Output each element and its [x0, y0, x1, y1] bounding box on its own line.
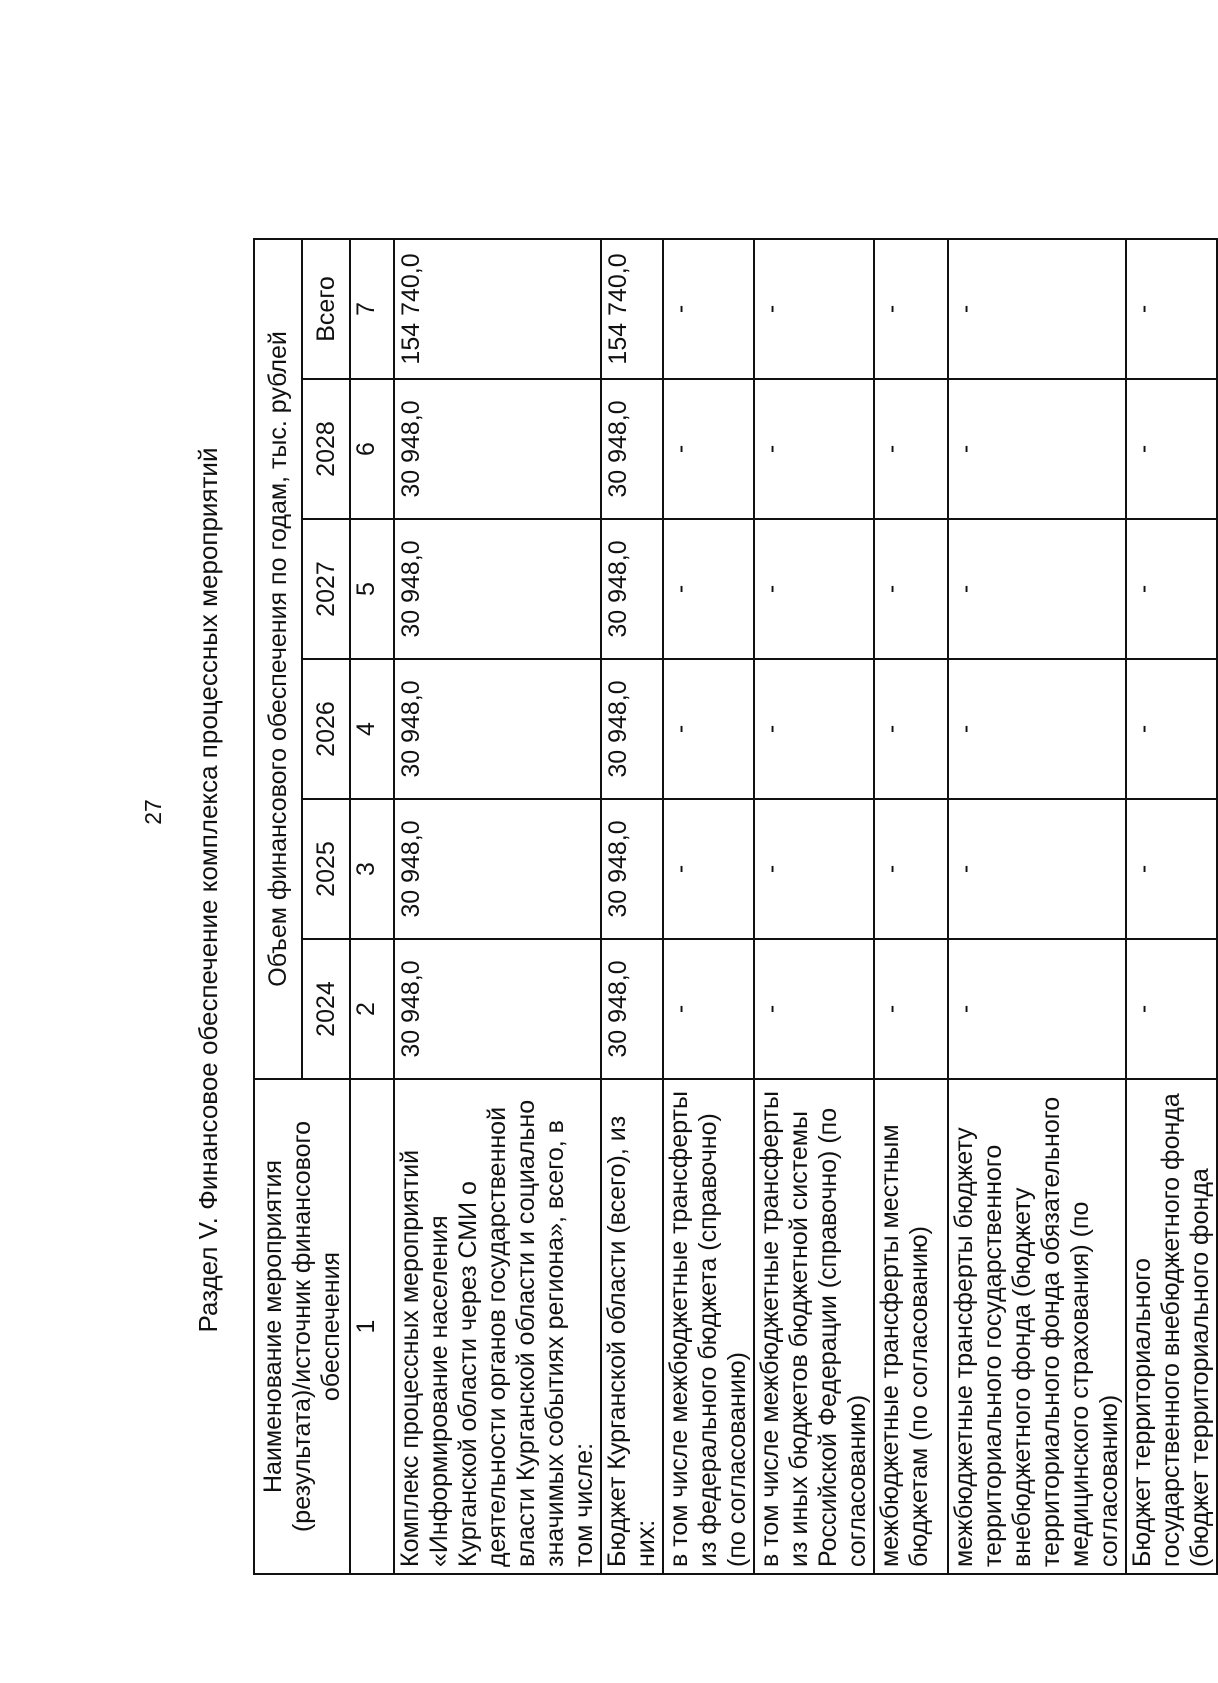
table-row — [394, 239, 601, 1574]
header-year-2028: 2028 — [302, 379, 350, 519]
cell-value: - — [663, 519, 754, 659]
column-number: 3 — [350, 799, 394, 939]
cell-value: 30 948,0 — [601, 659, 663, 799]
cell-value: - — [1126, 239, 1217, 379]
row-name: в том числе межбюджетные трансферты из иных бюджетов бюджетной системы Российской Федерации (справочно) (по согласованию) — [754, 1079, 874, 1574]
page-number: 27 — [140, 799, 166, 825]
cell-value: 30 948,0 — [394, 799, 601, 939]
table-row — [754, 239, 874, 1574]
column-number: 4 — [350, 659, 394, 799]
section-title: Раздел V. Финансовое обеспечение комплекса процессных мероприятий — [193, 447, 223, 1333]
table-row — [663, 239, 754, 1574]
cell-value: - — [754, 659, 874, 799]
table-row — [948, 239, 1126, 1574]
header-name-column: Наименование мероприятия (результата)/источник финансового обеспечения — [254, 1079, 350, 1574]
cell-value: - — [1126, 379, 1217, 519]
column-number-row — [350, 239, 394, 1574]
cell-value: - — [874, 939, 948, 1079]
table-row — [1126, 239, 1217, 1574]
header-year-2027: 2027 — [302, 519, 350, 659]
cell-value: - — [948, 659, 1126, 799]
cell-value: 30 948,0 — [394, 659, 601, 799]
header-year-2024: 2024 — [302, 939, 350, 1079]
row-name: Комплекс процессных мероприятий «Информирование населения Курганской области через СМИ о деятельности органов государственной власти Курганской области и социально значимых событиях региона», всего, в том числе: — [394, 1079, 601, 1574]
cell-value: - — [1126, 519, 1217, 659]
cell-value: 30 948,0 — [601, 519, 663, 659]
row-name: межбюджетные трансферты бюджету территориального государственного внебюджетного фонда (бюджету территориального фонда обязательного медицинского страхования) (по согласованию) — [948, 1079, 1126, 1574]
header-financing-group: Объем финансового обеспечения по годам, тыс. рублей — [254, 239, 302, 1079]
header-year-2026: 2026 — [302, 659, 350, 799]
column-number: 2 — [350, 939, 394, 1079]
column-number: 6 — [350, 379, 394, 519]
table-row — [601, 239, 663, 1574]
row-name: межбюджетные трансферты местным бюджетам (по согласованию) — [874, 1079, 948, 1574]
cell-value: 154 740,0 — [394, 239, 601, 379]
cell-value: 154 740,0 — [601, 239, 663, 379]
cell-value: - — [754, 239, 874, 379]
cell-value: - — [754, 799, 874, 939]
cell-value: - — [663, 239, 754, 379]
cell-value: - — [948, 519, 1126, 659]
cell-value: - — [874, 799, 948, 939]
row-name: Бюджет Курганской области (всего), из них: — [601, 1079, 663, 1574]
cell-value: 30 948,0 — [394, 519, 601, 659]
cell-value: - — [948, 239, 1126, 379]
cell-value: - — [948, 799, 1126, 939]
column-number: 5 — [350, 519, 394, 659]
cell-value: - — [1126, 799, 1217, 939]
row-name: Бюджет территориального государственного внебюджетного фонда (бюджет территориального фонда — [1126, 1079, 1217, 1574]
cell-value: - — [948, 379, 1126, 519]
table-row — [874, 239, 948, 1574]
financing-table — [253, 238, 1218, 1575]
cell-value: 30 948,0 — [601, 939, 663, 1079]
row-name: в том числе межбюджетные трансферты из федерального бюджета (справочно) (по согласованию) — [663, 1079, 754, 1574]
cell-value: - — [1126, 939, 1217, 1079]
cell-value: - — [948, 939, 1126, 1079]
cell-value: - — [1126, 659, 1217, 799]
cell-value: - — [874, 659, 948, 799]
cell-value: - — [663, 379, 754, 519]
cell-value: - — [754, 379, 874, 519]
cell-value: - — [874, 519, 948, 659]
cell-value: 30 948,0 — [394, 939, 601, 1079]
cell-value: - — [663, 939, 754, 1079]
cell-value: - — [663, 659, 754, 799]
column-number: 7 — [350, 239, 394, 379]
header-total: Всего — [302, 239, 350, 379]
cell-value: - — [754, 519, 874, 659]
cell-value: 30 948,0 — [601, 379, 663, 519]
cell-value: 30 948,0 — [394, 379, 601, 519]
cell-value: - — [663, 799, 754, 939]
column-number: 1 — [350, 1079, 394, 1574]
cell-value: - — [874, 239, 948, 379]
header-year-2025: 2025 — [302, 799, 350, 939]
cell-value: 30 948,0 — [601, 799, 663, 939]
cell-value: - — [754, 939, 874, 1079]
cell-value: - — [874, 379, 948, 519]
